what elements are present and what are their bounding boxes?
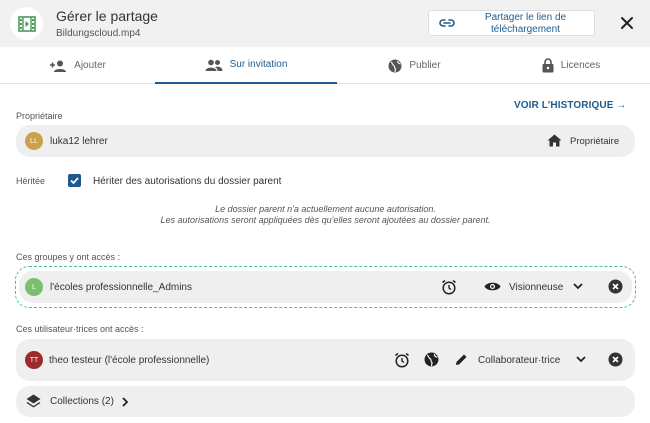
avatar: LL (25, 132, 43, 150)
avatar: TT (25, 351, 43, 369)
inherit-note-line1: Le dossier parent n'a actuellement aucune autorisation. (215, 204, 436, 214)
collections-label: Collections (2) (50, 396, 114, 407)
alarm-clock-icon[interactable] (394, 352, 410, 368)
globe-icon[interactable] (424, 352, 439, 367)
layers-icon (26, 394, 41, 409)
chevron-right-icon (122, 397, 129, 407)
group-name: l'écoles professionnelle_Admins (50, 282, 192, 293)
owner-row (16, 125, 635, 157)
tab-bar (0, 47, 650, 84)
tab-invitation-label: Sur invitation (229, 59, 288, 70)
person-add-icon (49, 60, 67, 72)
file-name: Bildungscloud.mp4 (56, 28, 141, 39)
file-thumbnail (10, 7, 43, 40)
eye-icon (484, 281, 501, 292)
home-icon (547, 134, 562, 147)
owner-role: Propriétaire (570, 136, 620, 147)
tab-licences[interactable] (492, 47, 650, 84)
people-icon (205, 59, 223, 71)
alarm-clock-icon[interactable] (441, 279, 457, 295)
pencil-icon[interactable] (455, 353, 468, 366)
group-row (19, 271, 632, 303)
tab-licences-label: Licences (560, 60, 601, 71)
arrow-right-icon: → (616, 100, 627, 111)
link-icon (439, 17, 455, 29)
remove-icon[interactable] (608, 279, 623, 294)
share-download-link-button[interactable] (428, 10, 595, 36)
chevron-down-icon[interactable] (573, 283, 583, 290)
inherit-note-line2: Les autorisations seront appliquées dès qu'elles seront ajoutées au dossier parent. (160, 215, 491, 225)
inherit-checkbox-label: Hériter des autorisations du dossier parent (93, 176, 282, 187)
avatar: L (25, 278, 43, 296)
chevron-down-icon[interactable] (576, 356, 586, 363)
owner-name: luka12 lehrer (50, 136, 108, 147)
user-name: theo testeur (l'école professionnelle) (49, 355, 210, 366)
view-history-link[interactable] (514, 100, 626, 111)
dialog-header (0, 0, 650, 47)
groups-section-label: Ces groupes y ont accès : (16, 252, 121, 262)
tab-publish-label: Publier (409, 60, 441, 71)
inherit-checkbox[interactable] (68, 174, 81, 187)
tab-add[interactable] (0, 47, 155, 84)
dialog-title: Gérer le partage (56, 8, 158, 24)
checkmark-icon (68, 174, 81, 187)
group-role-select[interactable]: Visionneuse (509, 282, 564, 293)
close-icon[interactable] (617, 13, 637, 33)
share-download-link-label: Partager le lien de téléchargement (484, 12, 567, 35)
collections-row[interactable] (16, 386, 635, 417)
tab-add-label: Ajouter (74, 60, 106, 71)
view-history-label: VOIR L'HISTORIQUE (514, 100, 614, 111)
user-row (16, 339, 635, 381)
remove-icon[interactable] (608, 352, 623, 367)
tab-publish[interactable] (337, 47, 492, 84)
video-file-icon (18, 16, 36, 32)
tab-invitation[interactable] (155, 47, 337, 84)
users-section-label: Ces utilisateur·trices ont accès : (16, 324, 144, 334)
lock-icon (542, 58, 554, 73)
owner-section-label: Propriétaire (16, 111, 63, 121)
globe-icon (388, 59, 402, 73)
inherited-label: Héritée (16, 176, 46, 186)
user-role-select[interactable]: Collaborateur·trice (478, 355, 561, 366)
